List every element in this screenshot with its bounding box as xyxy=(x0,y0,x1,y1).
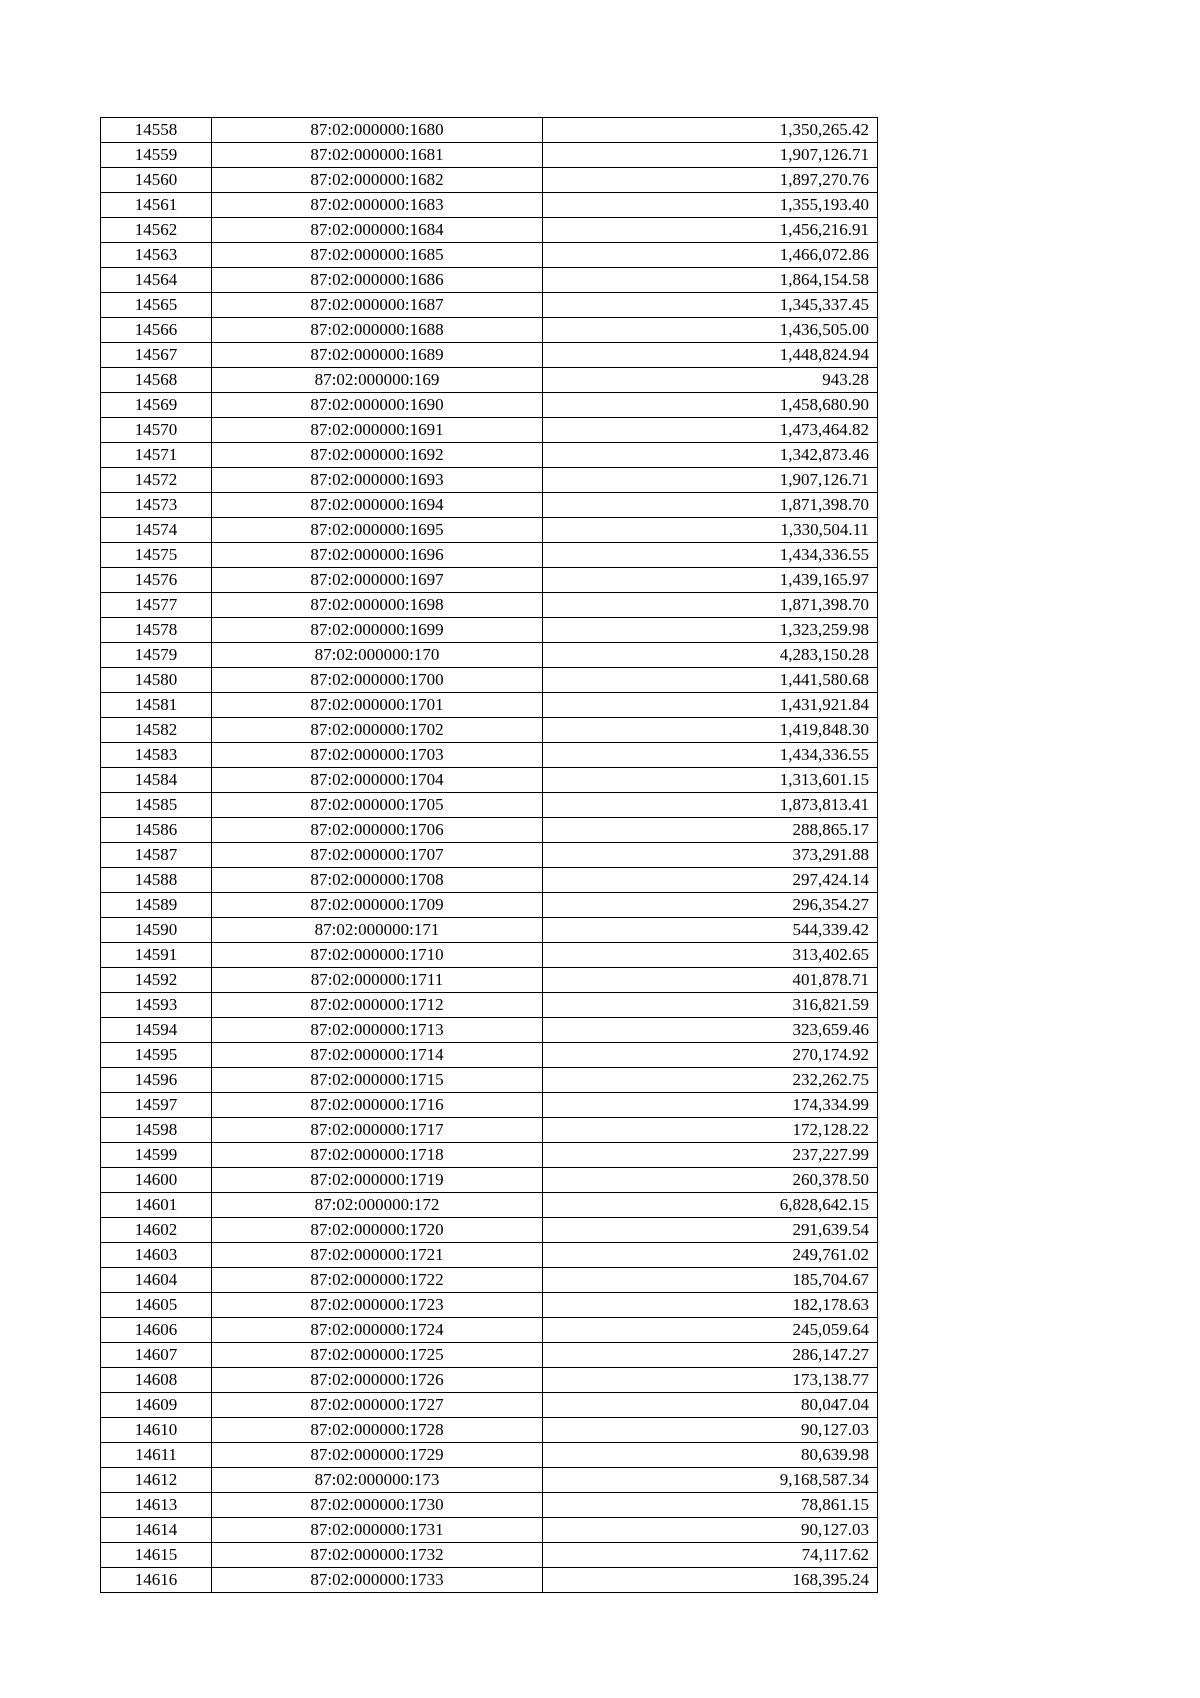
cadastral-value-cell: 288,865.17 xyxy=(543,818,878,843)
row-number-cell: 14601 xyxy=(101,1193,212,1218)
table-row xyxy=(101,1118,878,1143)
table-row xyxy=(101,1018,878,1043)
cadastral-number-cell: 87:02:000000:1699 xyxy=(212,618,543,643)
cadastral-value-cell: 1,434,336.55 xyxy=(543,743,878,768)
cadastral-number-cell: 87:02:000000:169 xyxy=(212,368,543,393)
cadastral-number-cell: 87:02:000000:1721 xyxy=(212,1243,543,1268)
cadastral-value-cell: 1,431,921.84 xyxy=(543,693,878,718)
table-row xyxy=(101,1268,878,1293)
table-row xyxy=(101,968,878,993)
cadastral-value-cell: 1,466,072.86 xyxy=(543,243,878,268)
table-body xyxy=(101,118,878,1593)
cadastral-number-cell: 87:02:000000:1711 xyxy=(212,968,543,993)
table-row xyxy=(101,793,878,818)
cadastral-value-cell: 401,878.71 xyxy=(543,968,878,993)
cadastral-value-cell: 174,334.99 xyxy=(543,1093,878,1118)
row-number-cell: 14564 xyxy=(101,268,212,293)
row-number-cell: 14577 xyxy=(101,593,212,618)
table-row xyxy=(101,1443,878,1468)
cadastral-value-cell: 249,761.02 xyxy=(543,1243,878,1268)
cadastral-value-cell: 78,861.15 xyxy=(543,1493,878,1518)
cadastral-number-cell: 87:02:000000:1729 xyxy=(212,1443,543,1468)
row-number-cell: 14567 xyxy=(101,343,212,368)
row-number-cell: 14596 xyxy=(101,1068,212,1093)
row-number-cell: 14579 xyxy=(101,643,212,668)
table-row xyxy=(101,1518,878,1543)
cadastral-number-cell: 87:02:000000:1728 xyxy=(212,1418,543,1443)
cadastral-value-cell: 1,323,259.98 xyxy=(543,618,878,643)
table-row xyxy=(101,118,878,143)
cadastral-value-cell: 1,458,680.90 xyxy=(543,393,878,418)
table-row xyxy=(101,768,878,793)
table-row xyxy=(101,643,878,668)
cadastral-value-cell: 1,907,126.71 xyxy=(543,468,878,493)
table-row xyxy=(101,1493,878,1518)
cadastral-value-cell: 9,168,587.34 xyxy=(543,1468,878,1493)
cadastral-number-cell: 87:02:000000:1723 xyxy=(212,1293,543,1318)
row-number-cell: 14559 xyxy=(101,143,212,168)
cadastral-number-cell: 87:02:000000:1726 xyxy=(212,1368,543,1393)
cadastral-value-cell: 323,659.46 xyxy=(543,1018,878,1043)
table-row xyxy=(101,1168,878,1193)
row-number-cell: 14583 xyxy=(101,743,212,768)
cadastral-number-cell: 87:02:000000:1722 xyxy=(212,1268,543,1293)
cadastral-value-cell: 1,345,337.45 xyxy=(543,293,878,318)
cadastral-value-cell: 90,127.03 xyxy=(543,1518,878,1543)
row-number-cell: 14569 xyxy=(101,393,212,418)
cadastral-value-cell: 1,907,126.71 xyxy=(543,143,878,168)
cadastral-value-cell: 1,864,154.58 xyxy=(543,268,878,293)
table-row xyxy=(101,1043,878,1068)
cadastral-value-cell: 291,639.54 xyxy=(543,1218,878,1243)
cadastral-value-cell: 544,339.42 xyxy=(543,918,878,943)
cadastral-number-cell: 87:02:000000:1684 xyxy=(212,218,543,243)
cadastral-value-cell: 1,439,165.97 xyxy=(543,568,878,593)
cadastral-value-cell: 943.28 xyxy=(543,368,878,393)
cadastral-value-cell: 297,424.14 xyxy=(543,868,878,893)
table-row xyxy=(101,843,878,868)
cadastral-value-cell: 373,291.88 xyxy=(543,843,878,868)
table-row xyxy=(101,743,878,768)
table-row xyxy=(101,418,878,443)
cadastral-value-cell: 1,473,464.82 xyxy=(543,418,878,443)
table-row xyxy=(101,1368,878,1393)
cadastral-value-cell: 237,227.99 xyxy=(543,1143,878,1168)
cadastral-number-cell: 87:02:000000:1719 xyxy=(212,1168,543,1193)
cadastral-value-cell: 80,639.98 xyxy=(543,1443,878,1468)
cadastral-value-cell: 4,283,150.28 xyxy=(543,643,878,668)
table-row xyxy=(101,668,878,693)
row-number-cell: 14602 xyxy=(101,1218,212,1243)
row-number-cell: 14580 xyxy=(101,668,212,693)
cadastral-value-cell: 1,342,873.46 xyxy=(543,443,878,468)
row-number-cell: 14589 xyxy=(101,893,212,918)
cadastral-value-cell: 1,456,216.91 xyxy=(543,218,878,243)
row-number-cell: 14563 xyxy=(101,243,212,268)
table-row xyxy=(101,1093,878,1118)
row-number-cell: 14590 xyxy=(101,918,212,943)
row-number-cell: 14607 xyxy=(101,1343,212,1368)
table-row xyxy=(101,868,878,893)
table-row xyxy=(101,1568,878,1593)
cadastral-number-cell: 87:02:000000:1686 xyxy=(212,268,543,293)
table-row xyxy=(101,1393,878,1418)
cadastral-number-cell: 87:02:000000:1688 xyxy=(212,318,543,343)
row-number-cell: 14575 xyxy=(101,543,212,568)
cadastral-number-cell: 87:02:000000:1710 xyxy=(212,943,543,968)
table-row xyxy=(101,1143,878,1168)
row-number-cell: 14598 xyxy=(101,1118,212,1143)
cadastral-value-cell: 172,128.22 xyxy=(543,1118,878,1143)
cadastral-value-cell: 74,117.62 xyxy=(543,1543,878,1568)
cadastral-value-cell: 173,138.77 xyxy=(543,1368,878,1393)
cadastral-value-table xyxy=(100,117,878,1593)
cadastral-number-cell: 87:02:000000:1717 xyxy=(212,1118,543,1143)
cadastral-value-cell: 1,419,848.30 xyxy=(543,718,878,743)
row-number-cell: 14573 xyxy=(101,493,212,518)
cadastral-number-cell: 87:02:000000:1697 xyxy=(212,568,543,593)
cadastral-number-cell: 87:02:000000:1693 xyxy=(212,468,543,493)
row-number-cell: 14615 xyxy=(101,1543,212,1568)
row-number-cell: 14593 xyxy=(101,993,212,1018)
cadastral-number-cell: 87:02:000000:1704 xyxy=(212,768,543,793)
row-number-cell: 14592 xyxy=(101,968,212,993)
table-row xyxy=(101,1293,878,1318)
cadastral-value-cell: 1,350,265.42 xyxy=(543,118,878,143)
table-row xyxy=(101,1343,878,1368)
row-number-cell: 14611 xyxy=(101,1443,212,1468)
table-row xyxy=(101,1218,878,1243)
row-number-cell: 14613 xyxy=(101,1493,212,1518)
cadastral-number-cell: 87:02:000000:1702 xyxy=(212,718,543,743)
table-row xyxy=(101,893,878,918)
cadastral-value-cell: 1,897,270.76 xyxy=(543,168,878,193)
cadastral-number-cell: 87:02:000000:1713 xyxy=(212,1018,543,1043)
cadastral-number-cell: 87:02:000000:1712 xyxy=(212,993,543,1018)
table-row xyxy=(101,268,878,293)
table-row xyxy=(101,143,878,168)
table-row xyxy=(101,1243,878,1268)
table-row xyxy=(101,393,878,418)
cadastral-number-cell: 87:02:000000:1691 xyxy=(212,418,543,443)
cadastral-number-cell: 87:02:000000:1703 xyxy=(212,743,543,768)
cadastral-number-cell: 87:02:000000:1708 xyxy=(212,868,543,893)
cadastral-number-cell: 87:02:000000:1733 xyxy=(212,1568,543,1593)
row-number-cell: 14609 xyxy=(101,1393,212,1418)
table-row xyxy=(101,168,878,193)
row-number-cell: 14568 xyxy=(101,368,212,393)
cadastral-number-cell: 87:02:000000:1690 xyxy=(212,393,543,418)
cadastral-number-cell: 87:02:000000:1727 xyxy=(212,1393,543,1418)
row-number-cell: 14595 xyxy=(101,1043,212,1068)
table-row xyxy=(101,1318,878,1343)
cadastral-number-cell: 87:02:000000:172 xyxy=(212,1193,543,1218)
row-number-cell: 14585 xyxy=(101,793,212,818)
row-number-cell: 14608 xyxy=(101,1368,212,1393)
row-number-cell: 14594 xyxy=(101,1018,212,1043)
cadastral-value-cell: 245,059.64 xyxy=(543,1318,878,1343)
cadastral-number-cell: 87:02:000000:1730 xyxy=(212,1493,543,1518)
table-row xyxy=(101,818,878,843)
cadastral-number-cell: 87:02:000000:1695 xyxy=(212,518,543,543)
cadastral-value-cell: 182,178.63 xyxy=(543,1293,878,1318)
cadastral-value-cell: 232,262.75 xyxy=(543,1068,878,1093)
table-row xyxy=(101,918,878,943)
table-row xyxy=(101,718,878,743)
cadastral-number-cell: 87:02:000000:1714 xyxy=(212,1043,543,1068)
cadastral-number-cell: 87:02:000000:1716 xyxy=(212,1093,543,1118)
table-row xyxy=(101,368,878,393)
table-row xyxy=(101,493,878,518)
cadastral-number-cell: 87:02:000000:1709 xyxy=(212,893,543,918)
cadastral-number-cell: 87:02:000000:1683 xyxy=(212,193,543,218)
row-number-cell: 14606 xyxy=(101,1318,212,1343)
table-row xyxy=(101,1468,878,1493)
table-row xyxy=(101,1543,878,1568)
row-number-cell: 14571 xyxy=(101,443,212,468)
row-number-cell: 14578 xyxy=(101,618,212,643)
row-number-cell: 14614 xyxy=(101,1518,212,1543)
row-number-cell: 14586 xyxy=(101,818,212,843)
row-number-cell: 14561 xyxy=(101,193,212,218)
cadastral-value-cell: 316,821.59 xyxy=(543,993,878,1018)
table-row xyxy=(101,193,878,218)
row-number-cell: 14612 xyxy=(101,1468,212,1493)
cadastral-number-cell: 87:02:000000:1707 xyxy=(212,843,543,868)
row-number-cell: 14597 xyxy=(101,1093,212,1118)
table-row xyxy=(101,1068,878,1093)
row-number-cell: 14576 xyxy=(101,568,212,593)
table-row xyxy=(101,618,878,643)
cadastral-value-cell: 1,313,601.15 xyxy=(543,768,878,793)
cadastral-value-cell: 260,378.50 xyxy=(543,1168,878,1193)
cadastral-value-cell: 1,441,580.68 xyxy=(543,668,878,693)
row-number-cell: 14591 xyxy=(101,943,212,968)
cadastral-value-cell: 296,354.27 xyxy=(543,893,878,918)
cadastral-value-cell: 1,448,824.94 xyxy=(543,343,878,368)
cadastral-number-cell: 87:02:000000:1698 xyxy=(212,593,543,618)
cadastral-number-cell: 87:02:000000:1700 xyxy=(212,668,543,693)
cadastral-number-cell: 87:02:000000:171 xyxy=(212,918,543,943)
cadastral-number-cell: 87:02:000000:1725 xyxy=(212,1343,543,1368)
row-number-cell: 14616 xyxy=(101,1568,212,1593)
cadastral-number-cell: 87:02:000000:1732 xyxy=(212,1543,543,1568)
row-number-cell: 14565 xyxy=(101,293,212,318)
row-number-cell: 14610 xyxy=(101,1418,212,1443)
table-row xyxy=(101,543,878,568)
row-number-cell: 14584 xyxy=(101,768,212,793)
cadastral-number-cell: 87:02:000000:1731 xyxy=(212,1518,543,1543)
cadastral-number-cell: 87:02:000000:1705 xyxy=(212,793,543,818)
cadastral-value-cell: 1,436,505.00 xyxy=(543,318,878,343)
row-number-cell: 14603 xyxy=(101,1243,212,1268)
cadastral-number-cell: 87:02:000000:1687 xyxy=(212,293,543,318)
table-row xyxy=(101,993,878,1018)
cadastral-number-cell: 87:02:000000:1715 xyxy=(212,1068,543,1093)
cadastral-number-cell: 87:02:000000:1706 xyxy=(212,818,543,843)
table-row xyxy=(101,468,878,493)
cadastral-value-cell: 1,355,193.40 xyxy=(543,193,878,218)
cadastral-number-cell: 87:02:000000:173 xyxy=(212,1468,543,1493)
cadastral-value-cell: 6,828,642.15 xyxy=(543,1193,878,1218)
row-number-cell: 14558 xyxy=(101,118,212,143)
cadastral-number-cell: 87:02:000000:1701 xyxy=(212,693,543,718)
cadastral-number-cell: 87:02:000000:1680 xyxy=(212,118,543,143)
row-number-cell: 14562 xyxy=(101,218,212,243)
cadastral-number-cell: 87:02:000000:1694 xyxy=(212,493,543,518)
row-number-cell: 14588 xyxy=(101,868,212,893)
cadastral-value-cell: 80,047.04 xyxy=(543,1393,878,1418)
cadastral-number-cell: 87:02:000000:1720 xyxy=(212,1218,543,1243)
table-row xyxy=(101,568,878,593)
row-number-cell: 14599 xyxy=(101,1143,212,1168)
cadastral-number-cell: 87:02:000000:1724 xyxy=(212,1318,543,1343)
cadastral-number-cell: 87:02:000000:1718 xyxy=(212,1143,543,1168)
cadastral-value-cell: 1,871,398.70 xyxy=(543,593,878,618)
cadastral-value-cell: 270,174.92 xyxy=(543,1043,878,1068)
cadastral-number-cell: 87:02:000000:1682 xyxy=(212,168,543,193)
table-row xyxy=(101,518,878,543)
table-row xyxy=(101,693,878,718)
cadastral-value-cell: 90,127.03 xyxy=(543,1418,878,1443)
table-row xyxy=(101,1193,878,1218)
cadastral-value-cell: 168,395.24 xyxy=(543,1568,878,1593)
cadastral-value-cell: 1,330,504.11 xyxy=(543,518,878,543)
table-row xyxy=(101,218,878,243)
table-row xyxy=(101,593,878,618)
table-row xyxy=(101,443,878,468)
table-row xyxy=(101,943,878,968)
table-row xyxy=(101,243,878,268)
cadastral-number-cell: 87:02:000000:170 xyxy=(212,643,543,668)
row-number-cell: 14587 xyxy=(101,843,212,868)
row-number-cell: 14600 xyxy=(101,1168,212,1193)
cadastral-value-cell: 185,704.67 xyxy=(543,1268,878,1293)
cadastral-value-cell: 1,434,336.55 xyxy=(543,543,878,568)
row-number-cell: 14570 xyxy=(101,418,212,443)
cadastral-number-cell: 87:02:000000:1692 xyxy=(212,443,543,468)
row-number-cell: 14581 xyxy=(101,693,212,718)
cadastral-number-cell: 87:02:000000:1689 xyxy=(212,343,543,368)
row-number-cell: 14572 xyxy=(101,468,212,493)
cadastral-value-cell: 1,873,813.41 xyxy=(543,793,878,818)
row-number-cell: 14560 xyxy=(101,168,212,193)
row-number-cell: 14604 xyxy=(101,1268,212,1293)
table-row xyxy=(101,343,878,368)
cadastral-number-cell: 87:02:000000:1685 xyxy=(212,243,543,268)
cadastral-number-cell: 87:02:000000:1696 xyxy=(212,543,543,568)
table-row xyxy=(101,293,878,318)
cadastral-value-cell: 1,871,398.70 xyxy=(543,493,878,518)
cadastral-value-cell: 286,147.27 xyxy=(543,1343,878,1368)
cadastral-value-cell: 313,402.65 xyxy=(543,943,878,968)
table-row xyxy=(101,318,878,343)
cadastral-number-cell: 87:02:000000:1681 xyxy=(212,143,543,168)
row-number-cell: 14582 xyxy=(101,718,212,743)
row-number-cell: 14574 xyxy=(101,518,212,543)
row-number-cell: 14605 xyxy=(101,1293,212,1318)
row-number-cell: 14566 xyxy=(101,318,212,343)
table-row xyxy=(101,1418,878,1443)
